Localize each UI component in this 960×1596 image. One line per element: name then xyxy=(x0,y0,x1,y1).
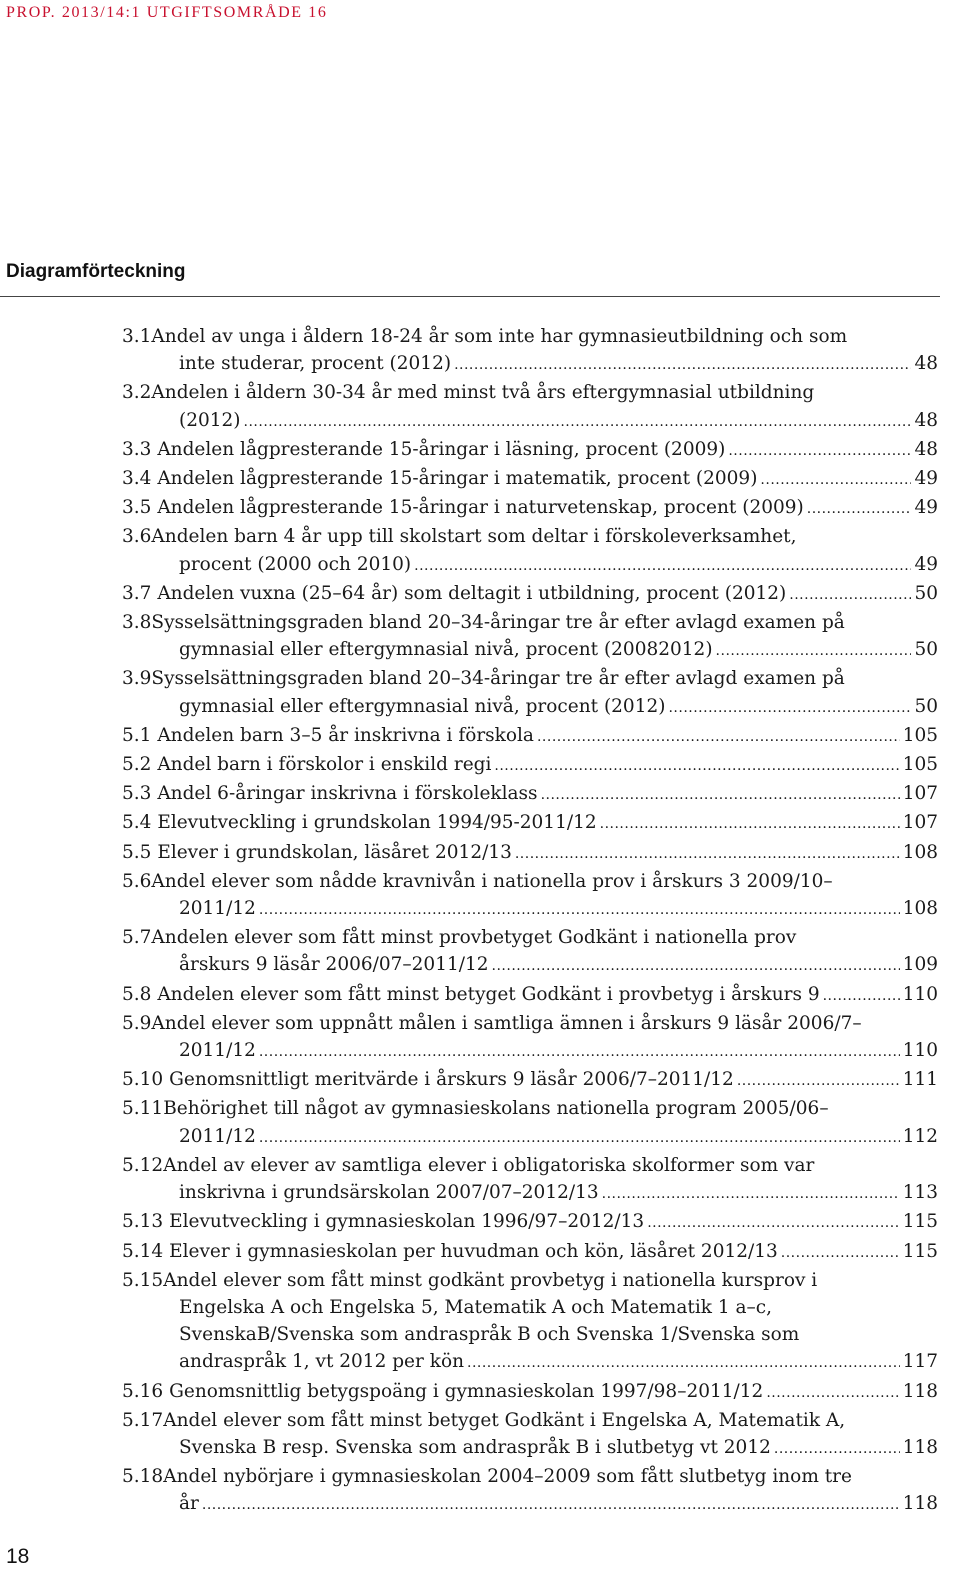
entry-number: 5.1 xyxy=(122,724,152,746)
entry-number: 3.3 xyxy=(122,438,152,460)
entry-title-line: Andel nybörjare i gymnasieskolan 2004–2009 som fått slutbetyg inom tre xyxy=(163,1466,852,1488)
toc-entry[interactable] xyxy=(122,868,938,924)
entry-page: 112 xyxy=(902,1125,938,1147)
entry-number: 5.15 xyxy=(122,1269,164,1291)
page-number: 18 xyxy=(6,1545,30,1568)
toc-entry[interactable] xyxy=(122,1267,938,1378)
entry-title-line: Sysselsättningsgraden bland 20–34-åringar tre år efter avlagd examen på xyxy=(151,668,845,690)
entry-page: 48 xyxy=(914,353,938,375)
entry-number: 3.4 xyxy=(122,468,152,490)
toc-entry[interactable] xyxy=(122,780,938,809)
dot-leader xyxy=(454,350,911,379)
dot-leader xyxy=(414,551,911,580)
entry-page: 111 xyxy=(902,1069,938,1091)
entry-number: 3.2 xyxy=(122,382,152,404)
dot-leader xyxy=(823,981,900,1010)
entry-page: 105 xyxy=(902,724,938,746)
dot-leader xyxy=(760,465,911,494)
toc-entry[interactable] xyxy=(122,465,938,494)
entry-page: 50 xyxy=(914,582,938,604)
entry-number: 5.13 xyxy=(122,1211,164,1233)
entry-title-line: Andelen barn 3–5 år inskrivna i förskola xyxy=(157,724,534,746)
entry-title-line: Andelen lågpresterande 15-åringar i matematik, procent (2009) xyxy=(157,468,758,490)
dot-leader xyxy=(537,722,900,751)
entry-title-line: Andelen elever som fått minst betyget Godkänt i provbetyg i årskurs 9 xyxy=(157,983,820,1005)
entry-title-line: 2011/12 xyxy=(179,1125,256,1147)
toc-entry[interactable] xyxy=(122,665,938,721)
entry-title-line: år xyxy=(179,1493,199,1515)
dot-leader xyxy=(492,951,900,980)
dot-leader xyxy=(259,895,900,924)
entry-number: 5.16 xyxy=(122,1380,164,1402)
entry-title-line: årskurs 9 läsår 2006/07–2011/12 xyxy=(179,954,489,976)
entry-title-line: Sysselsättningsgraden bland 20–34-åringar tre år efter avlagd examen på xyxy=(151,612,845,634)
dot-leader xyxy=(781,1238,900,1267)
running-head: PROP. 2013/14:1 UTGIFTSOMRÅDE 16 xyxy=(6,4,328,21)
toc-entry[interactable] xyxy=(122,379,938,435)
entry-page: 105 xyxy=(902,754,938,776)
entry-page: 117 xyxy=(902,1351,938,1373)
entry-title-line: Elever i grundskolan, läsåret 2012/13 xyxy=(157,841,512,863)
entry-title-line: (2012) xyxy=(179,409,241,431)
entry-page: 107 xyxy=(902,783,938,805)
entry-title-line: Andelen elever som fått minst provbetyget Godkänt i nationella prov xyxy=(151,927,797,949)
entry-title-line: Andel elever som fått minst betyget Godkänt i Engelska A, Matematik A, xyxy=(163,1409,846,1431)
toc-entry[interactable] xyxy=(122,494,938,523)
toc-entry[interactable] xyxy=(122,1407,938,1463)
entry-title-line: Andelen lågpresterande 15-åringar i naturvetenskap, procent (2009) xyxy=(157,497,804,519)
entry-number: 5.10 xyxy=(122,1069,164,1091)
entry-number: 5.17 xyxy=(122,1409,164,1431)
dot-leader xyxy=(716,636,912,665)
dot-leader xyxy=(244,407,912,436)
dot-leader xyxy=(259,1037,900,1066)
toc-entry[interactable] xyxy=(122,839,938,868)
entry-title-line: procent (2000 och 2010) xyxy=(179,553,412,575)
entry-title-line: Elevutveckling i grundskolan 1994/95-2011/12 xyxy=(157,812,597,834)
dot-leader xyxy=(737,1066,900,1095)
entry-page: 49 xyxy=(914,497,938,519)
toc-entry[interactable] xyxy=(122,981,938,1010)
entry-title-line: gymnasial eller eftergymnasial nivå, procent (2012) xyxy=(179,695,666,717)
dot-leader xyxy=(600,809,900,838)
entry-page: 113 xyxy=(902,1182,938,1204)
entry-title-line: Engelska A och Engelska 5, Matematik A och Matematik 1 a–c, xyxy=(179,1296,772,1318)
dot-leader xyxy=(789,580,911,609)
toc-entry[interactable] xyxy=(122,609,938,665)
dot-leader xyxy=(766,1378,899,1407)
entry-number: 5.11 xyxy=(122,1098,164,1120)
entry-page: 109 xyxy=(902,954,938,976)
toc-entry[interactable] xyxy=(122,751,938,780)
entry-number: 3.6 xyxy=(122,526,152,548)
entry-title-line: 2011/12 xyxy=(179,1040,256,1062)
entry-title-line: inskrivna i grundsärskolan 2007/07–2012/13 xyxy=(179,1182,599,1204)
toc-entry[interactable] xyxy=(122,1010,938,1066)
dot-leader xyxy=(807,494,912,523)
entry-page: 108 xyxy=(902,841,938,863)
entry-number: 5.6 xyxy=(122,870,152,892)
entry-number: 5.7 xyxy=(122,927,152,949)
toc-entry[interactable] xyxy=(122,1095,938,1151)
entry-number: 5.2 xyxy=(122,754,152,776)
entry-title-line: Elever i gymnasieskolan per huvudman och kön, läsåret 2012/13 xyxy=(169,1240,778,1262)
entry-page: 50 xyxy=(914,695,938,717)
dot-leader xyxy=(467,1348,900,1377)
toc-entry[interactable] xyxy=(122,1463,938,1519)
toc-entry[interactable] xyxy=(122,580,938,609)
entry-number: 5.4 xyxy=(122,812,152,834)
dot-leader xyxy=(602,1179,900,1208)
entry-number: 3.5 xyxy=(122,497,152,519)
dot-leader xyxy=(202,1490,900,1519)
page-title: Diagramförteckning xyxy=(6,261,186,282)
entry-page: 118 xyxy=(902,1493,938,1515)
entry-title-line: Andelen barn 4 år upp till skolstart som deltar i förskoleverksamhet, xyxy=(151,526,797,548)
toc-entry[interactable] xyxy=(122,1238,938,1267)
entry-number: 5.12 xyxy=(122,1154,164,1176)
toc-entry[interactable] xyxy=(122,924,938,980)
dot-leader xyxy=(541,780,900,809)
entry-page: 49 xyxy=(914,553,938,575)
entry-number: 3.1 xyxy=(122,326,152,347)
toc-entry[interactable] xyxy=(122,722,938,751)
toc-entry[interactable] xyxy=(122,1208,938,1237)
dot-leader xyxy=(668,693,911,722)
toc-entry[interactable] xyxy=(122,809,938,838)
entry-page: 50 xyxy=(914,639,938,661)
entry-title-line: andraspråk 1, vt 2012 per kön xyxy=(179,1351,464,1373)
entry-page: 49 xyxy=(914,468,938,490)
entry-number: 3.7 xyxy=(122,582,152,604)
entry-number: 5.9 xyxy=(122,1012,152,1034)
entry-page: 48 xyxy=(914,438,938,460)
entry-title-line: Genomsnittlig betygspoäng i gymnasieskolan 1997/98–2011/12 xyxy=(169,1380,764,1402)
heading-rule xyxy=(0,296,940,297)
entry-number: 5.5 xyxy=(122,841,152,863)
entry-title-line: Andel av elever av samtliga elever i obligatoriska skolformer som var xyxy=(163,1154,815,1176)
entry-title-line: Genomsnittligt meritvärde i årskurs 9 läsår 2006/7–2011/12 xyxy=(169,1069,734,1091)
entry-title-line: Andel elever som nådde kravnivån i nationella prov i årskurs 3 2009/10– xyxy=(151,870,833,892)
toc-entry[interactable] xyxy=(122,1152,938,1208)
entry-page: 115 xyxy=(902,1211,938,1233)
dot-leader xyxy=(647,1208,900,1237)
figure-list xyxy=(122,323,938,1520)
dot-leader xyxy=(494,751,899,780)
entry-title-line: Andel elever som uppnått målen i samtliga ämnen i årskurs 9 läsår 2006/7– xyxy=(151,1012,862,1034)
toc-entry[interactable] xyxy=(122,1066,938,1095)
entry-title-line: Svenska B resp. Svenska som andraspråk B i slutbetyg vt 2012 xyxy=(179,1436,771,1458)
entry-page: 48 xyxy=(914,409,938,431)
entry-title-line: SvenskaB/Svenska som andraspråk B och Svenska 1/Svenska som xyxy=(179,1324,800,1346)
entry-title-line: Behörighet till något av gymnasieskolans nationella program 2005/06– xyxy=(163,1098,829,1120)
entry-title-line: Andelen lågpresterande 15-åringar i läsning, procent (2009) xyxy=(157,438,726,460)
entry-number: 5.3 xyxy=(122,783,152,805)
entry-title-line: Andel av unga i åldern 18-24 år som inte har gymnasieutbildning och som xyxy=(151,326,848,347)
entry-title-line: Andel elever som fått minst godkänt provbetyg i nationella kursprov i xyxy=(163,1269,818,1291)
entry-title-line: Andel 6-åringar inskrivna i förskoleklass xyxy=(157,783,538,805)
entry-title-line: Andelen i åldern 30-34 år med minst två års eftergymnasial utbildning xyxy=(151,382,815,404)
entry-title-line: gymnasial eller eftergymnasial nivå, procent (20082012) xyxy=(179,639,713,661)
entry-page: 118 xyxy=(902,1380,938,1402)
toc-entry[interactable] xyxy=(122,323,938,379)
entry-page: 110 xyxy=(902,1040,938,1062)
toc-entry[interactable] xyxy=(122,436,938,465)
entry-page: 107 xyxy=(902,812,938,834)
dot-leader xyxy=(515,839,900,868)
entry-number: 3.9 xyxy=(122,668,152,690)
entry-title-line: Elevutveckling i gymnasieskolan 1996/97–2012/13 xyxy=(169,1211,645,1233)
toc-entry[interactable] xyxy=(122,1378,938,1407)
entry-page: 115 xyxy=(902,1240,938,1262)
toc-entry[interactable] xyxy=(122,523,938,579)
entry-page: 110 xyxy=(902,983,938,1005)
entry-title-line: Andelen vuxna (25–64 år) som deltagit i utbildning, procent (2012) xyxy=(157,582,787,604)
entry-page: 108 xyxy=(902,898,938,920)
dot-leader xyxy=(774,1434,900,1463)
entry-title-line: 2011/12 xyxy=(179,898,256,920)
entry-number: 3.8 xyxy=(122,612,152,634)
dot-leader xyxy=(259,1123,900,1152)
entry-title-line: Andel barn i förskolor i enskild regi xyxy=(157,754,492,776)
entry-number: 5.14 xyxy=(122,1240,164,1262)
entry-title-line: inte studerar, procent (2012) xyxy=(179,353,452,375)
entry-page: 118 xyxy=(902,1436,938,1458)
entry-number: 5.18 xyxy=(122,1466,164,1488)
dot-leader xyxy=(728,436,911,465)
entry-number: 5.8 xyxy=(122,983,152,1005)
